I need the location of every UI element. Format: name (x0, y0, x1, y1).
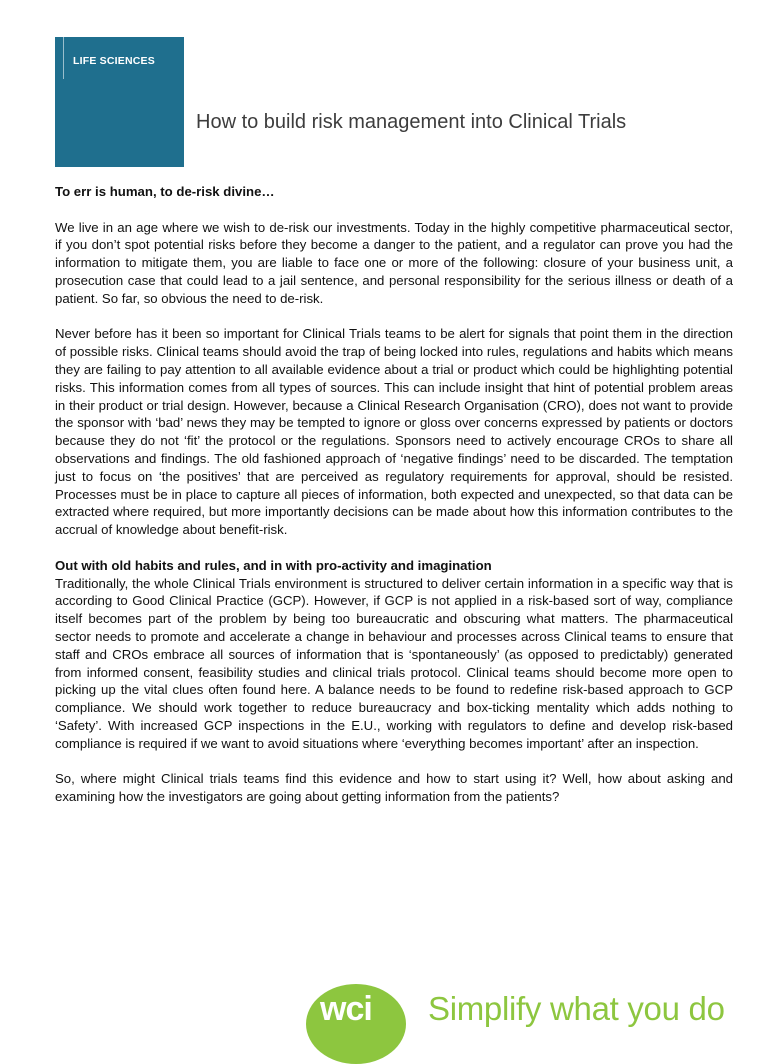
paragraph: Never before has it been so important for Clinical Trials teams to be alert for signals that point them in the direction of possible risks. Clinical teams should avoid the trap of being locked into rules, regulations and habits which means they are failing to pay attention to all available evidence about a trial or product which could be highlighting potential risks. This information comes from all types of sources. This can include insight that hint of potential problem areas in their product or trial design. However, because a Clinical Research Organisation (CRO), does not want to provide the sponsor with ‘bad’ news they may be tempted to ignore or gloss over concerns expressed by patients or doctors because they do not ‘fit’ the protocol or the regulations. Sponsors need to actively encourage CROs to share all observations and findings. The old fashioned approach of ‘negative findings’ need to be discarded. The temptation just to focus on ‘the positives’ that are perceived as regulatory requirements for approval, should be resisted. Processes must be in place to capture all pieces of information, both expected and unexpected, so that data can be extracted where required, but more importantly decisions can be made about how this information contributes to the accrual of knowledge about benefit-risk. (55, 326, 733, 538)
section-heading: Out with old habits and rules, and in with pro-activity and imagination (55, 557, 492, 573)
document-body (55, 183, 733, 824)
paragraph: Traditionally, the whole Clinical Trials environment is structured to deliver certain information in a specific way that is according to Good Clinical Practice (GCP). However, if GCP is not applied in a risk-based sort of way, compliance itself becomes part of the problem by being too bureaucratic and obscuring what matters. The pharmaceutical sector needs to promote and accelerate a change in behaviour and processes across Clinical teams to ensure that staff and CROs embrace all sources of information that is ‘spontaneously’ (as opposed to predictably) generated from informed consent, feasibility studies and clinical trials protocol. Clinical teams should become more open to picking up the vital clues often found here. A balance needs to be found to redefine risk-based approach to GCP compliance. We should work together to reduce bureaucracy and box-ticking mentality which adds nothing to ‘Safety’. With increased GCP inspections in the E.U., working with regulators to define and develop risk-based compliance is required if we want to avoid situations where ‘everything becomes important’ after an inspection. (55, 575, 733, 751)
logo-text: wci (320, 990, 372, 1028)
section-heading: To err is human, to de-risk divine… (55, 184, 275, 199)
section-label: LIFE SCIENCES (73, 55, 155, 67)
document-title: How to build risk management into Clinical Trials (196, 111, 627, 133)
life-sciences-brand-box (55, 37, 184, 167)
brand-divider (63, 37, 64, 79)
paragraph: We live in an age where we wish to de-risk our investments. Today in the highly competitive pharmaceutical sector, if you don’t spot potential risks before they become a danger to the patient, and a regulator can prove you had the information to mitigate them, you are liable to face one or more of the following: closure of your business unit, a prosecution case that could lead to a jail sentence, and personal responsibility for the serious illness or death of a patient. So far, so obvious the need to de-risk. (55, 219, 733, 306)
footer-tagline: Simplify what you do (428, 990, 725, 1027)
paragraph: So, where might Clinical trials teams find this evidence and how to start using it? Well, how about asking and examining how the investigators are going about getting information from the patients? (55, 771, 733, 805)
wci-logo (306, 984, 406, 1064)
